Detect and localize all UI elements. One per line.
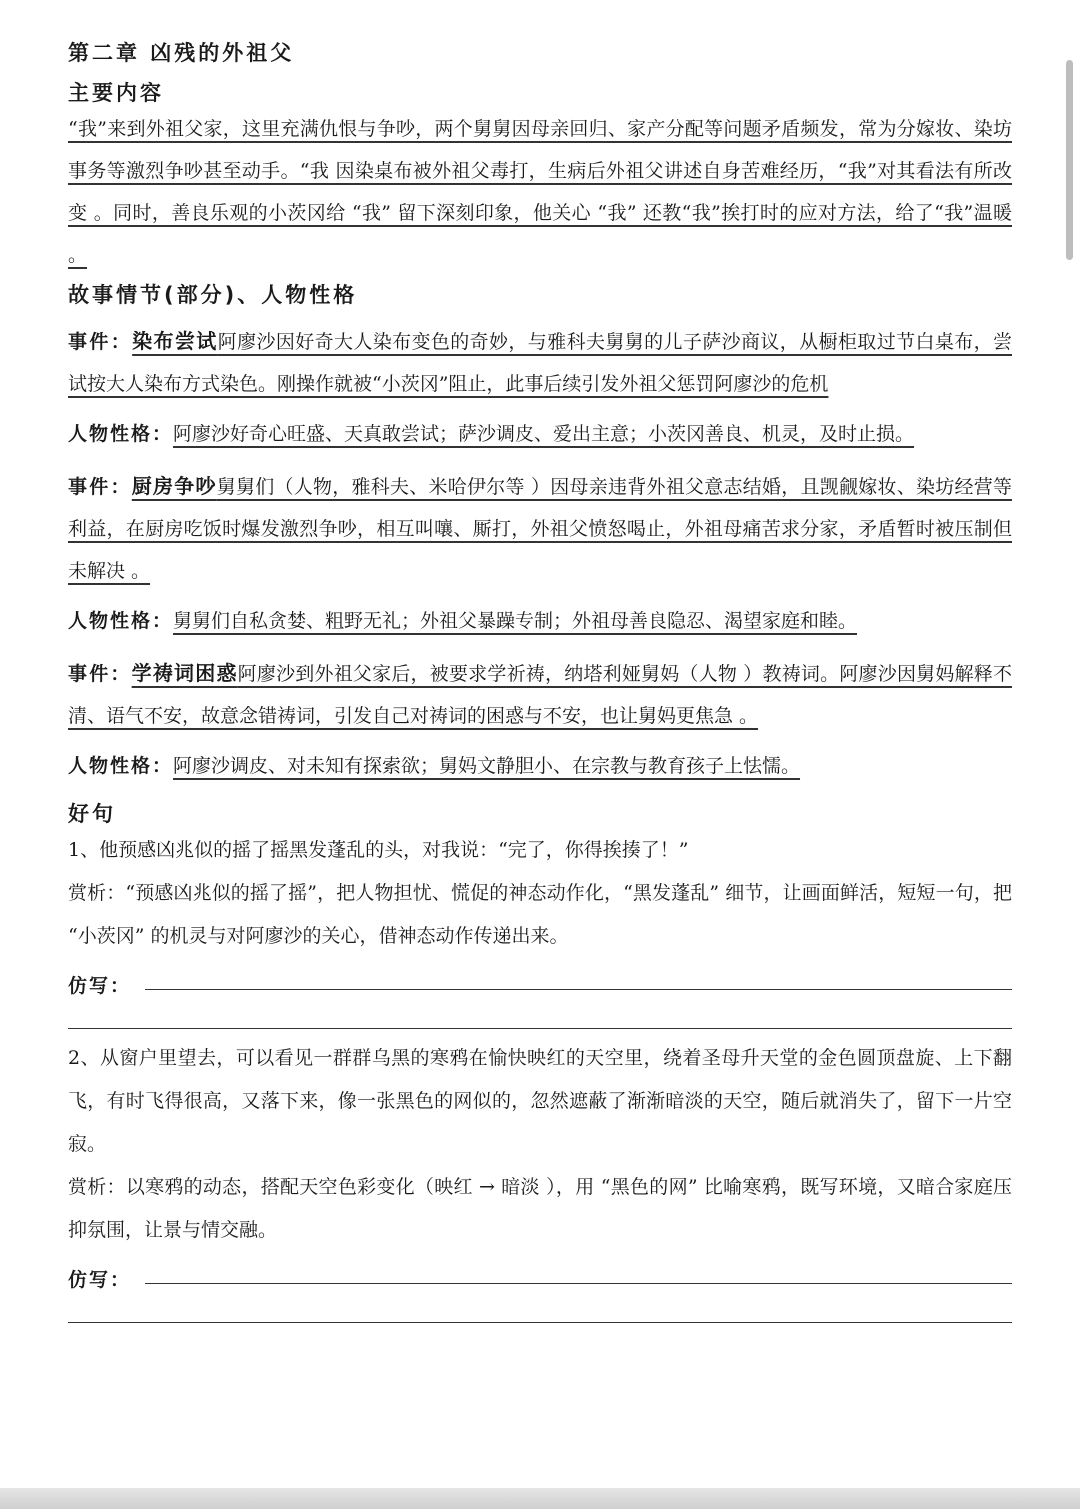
- main-content-heading: 主要内容: [68, 81, 164, 105]
- event-text: 阿廖沙到外祖父家后，被要求学祈祷，纳塔利娅舅妈（人物 ）教祷词。阿廖沙因舅妈解释不清、语气不安，故意念错祷词，引发自己对祷词的困惑与不安，也让舅妈更焦急 。: [68, 663, 1012, 727]
- event-name: 厨房争吵: [131, 474, 217, 498]
- good-sentence: 1、他预感凶兆似的摇了摇黑发蓬乱的头，对我说：“完了，你得挨揍了！”: [68, 839, 689, 861]
- trait-text: 阿廖沙好奇心旺盛、天真敢尝试；萨沙调皮、爱出主意；小茨冈善良、机灵，及时止损。: [173, 423, 915, 445]
- sentence-analysis: 赏析：以寒鸦的动态，搭配天空色彩变化（映红 → 暗淡 ），用 “黑色的网” 比喻寒鸦，既写环境，又暗合家庭压抑氛围，让景与情交融。: [68, 1176, 1012, 1241]
- imitate-blank-line[interactable]: [145, 989, 1012, 990]
- event-name: 学祷词困惑: [131, 661, 238, 685]
- imitate-row: [68, 1252, 1012, 1292]
- event-block: [68, 320, 1012, 405]
- main-content-text: “我”来到外祖父家，这里充满仇恨与争吵，两个舅舅因母亲回归、家产分配等问题矛盾频发，常为分嫁妆、染坊事务等激烈争吵甚至动手。“我 因染桌布被外祖父毒打，生病后外祖父讲述自身苦难经历，“我”对其看法有所改变 。同时，善良乐观的小茨冈给 “我” 留下深刻印象，他关心 “我” 还教“我”挨打时的应对方法，给了“我”温暖 。: [68, 118, 1012, 266]
- good-sentence: 2、从窗户里望去，可以看见一群群乌黑的寒鸦在愉快映红的天空里，绕着圣母升天堂的金色圆顶盘旋、上下翻飞，有时飞得很高，又落下来，像一张黑色的网似的，忽然遮蔽了渐渐暗淡的天空，随后就消失了，留下一片空寂。: [68, 1047, 1012, 1155]
- event-block: [68, 465, 1012, 592]
- trait-label: 人物性格：: [68, 610, 174, 632]
- imitate-label: 仿写：: [68, 975, 132, 997]
- event-block: [68, 652, 1012, 737]
- plot-heading: 故事情节(部分)、人物性格: [68, 283, 358, 307]
- event-label: 事件：: [68, 663, 132, 685]
- trait-block: [68, 413, 1012, 455]
- event-text: 阿廖沙因好奇大人染布变色的奇妙，与雅科夫舅舅的儿子萨沙商议，从橱柜取过节白桌布，尝试按大人染布方式染色。刚操作就被“小茨冈”阻止，此事后续引发外祖父惩罚阿廖沙的危机: [68, 331, 1012, 395]
- sentence-analysis: 赏析：“预感凶兆似的摇了摇”，把人物担忧、慌促的神态动作化，“黑发蓬乱” 细节，让画面鲜活，短短一句，把 “小茨冈” 的机灵与对阿廖沙的关心，借神态动作传递出来。: [68, 882, 1012, 947]
- trait-block: [68, 745, 1012, 787]
- imitate-blank-line[interactable]: [145, 1283, 1012, 1284]
- trait-text: 舅舅们自私贪婪、粗野无礼；外祖父暴躁专制；外祖母善良隐忍、渴望家庭和睦。: [173, 610, 858, 632]
- event-label: 事件：: [68, 476, 132, 498]
- imitate-row: [68, 958, 1012, 998]
- good-sentences-heading: 好句: [68, 802, 116, 826]
- event-name: 染布尝试: [132, 329, 218, 353]
- event-label: 事件：: [68, 331, 133, 353]
- imitate-blank-line-full[interactable]: [68, 998, 1012, 1029]
- page-bottom-edge: [0, 1488, 1080, 1509]
- scrollbar-thumb[interactable]: [1066, 60, 1073, 260]
- trait-label: 人物性格：: [68, 755, 174, 777]
- document-content: [68, 38, 1012, 1323]
- trait-text: 阿廖沙调皮、对未知有探索欲；舅妈文静胆小、在宗教与教育孩子上怯懦。: [173, 755, 801, 777]
- main-content-paragraph: [68, 108, 1012, 276]
- trait-label: 人物性格：: [68, 423, 174, 445]
- trait-block: [68, 600, 1012, 642]
- imitate-label: 仿写：: [68, 1269, 132, 1291]
- imitate-blank-line-full[interactable]: [68, 1292, 1012, 1323]
- chapter-title: 第二章 凶残的外祖父: [68, 41, 295, 65]
- event-text: 舅舅们（人物，雅科夫、米哈伊尔等 ）因母亲违背外祖父意志结婚，且觊觎嫁妆、染坊经营等利益，在厨房吃饭时爆发激烈争吵，相互叫嚷、厮打，外祖父愤怒喝止，外祖母痛苦求分家，矛盾暂时被压制但未解决 。: [68, 476, 1012, 582]
